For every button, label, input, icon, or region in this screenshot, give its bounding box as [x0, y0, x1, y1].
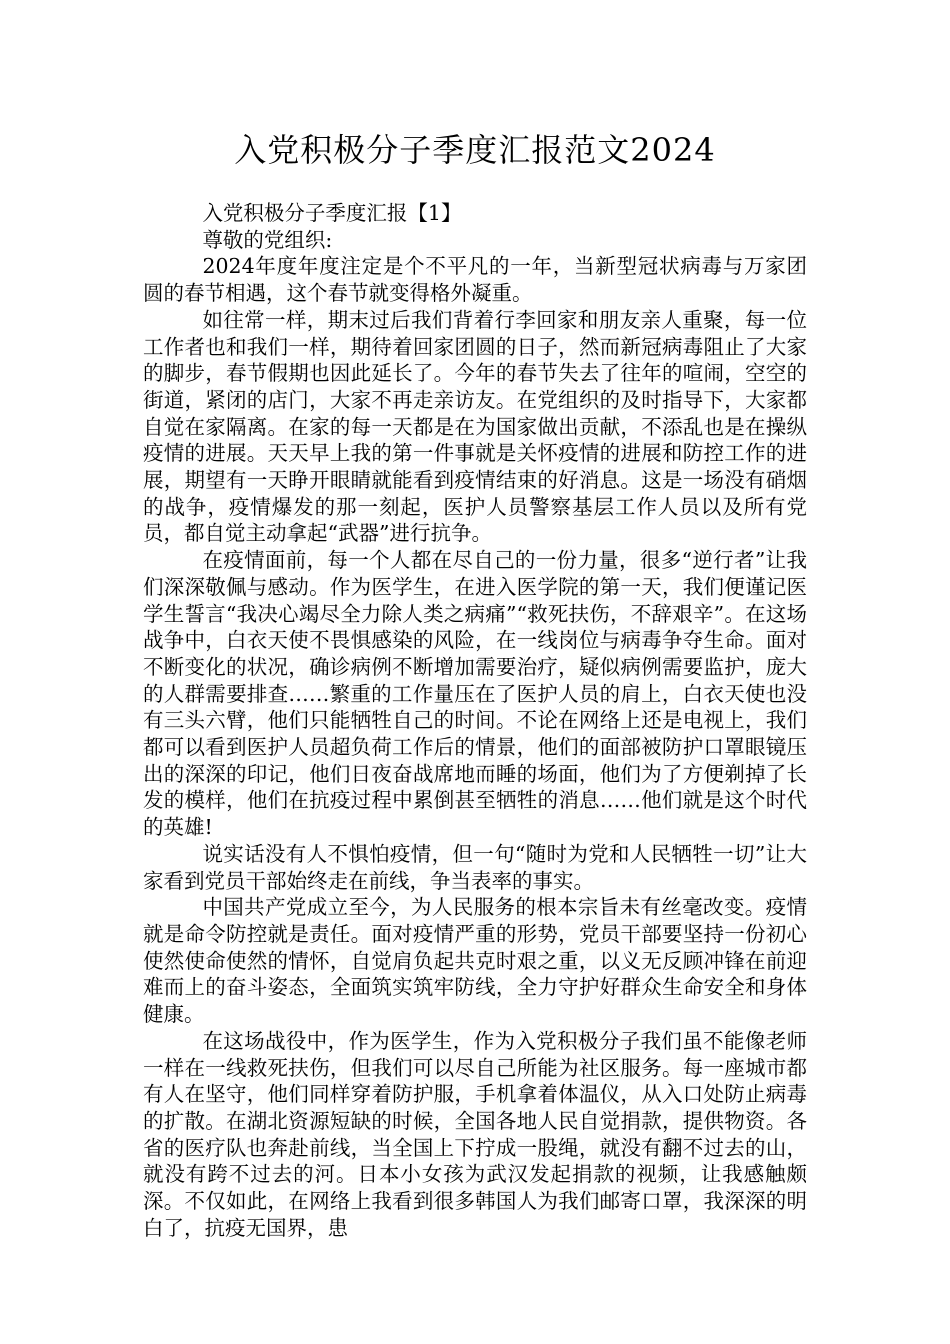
paragraph-3: 在疫情面前，每一个人都在尽自己的一份力量，很多“逆行者”让我们深深敬佩与感动。作为医学生，在进入医学院的第一天，我们便谨记医学生誓言“我决心竭尽全力除人类之病痛”“救死扶伤，不辞艰辛”。在这场战争中，白衣天使不畏惧感染的风险，在一线岗位与病毒争夺生命。面对不断变化的状况，确诊病例不断增加需要治疗，疑似病例需要监护，庞大的人群需要排查……繁重的工作量压在了医护人员的肩上，白衣天使也没有三头六臂，他们只能牺牲自己的时间。不论在网络上还是电视上，我们都可以看到医护人员超负荷工作后的情景，他们的面部被防护口罩眼镜压出的深深的印记，他们日夜奋战席地而睡的场面，他们为了方便剃掉了长发的模样，他们在抗疫过程中累倒甚至牺牲的消息……他们就是这个时代的英雄!: [143, 548, 807, 840]
paragraph-1: 2024年度年度注定是个不平凡的一年，当新型冠状病毒与万家团圆的春节相遇，这个春节就变得格外凝重。: [143, 254, 807, 306]
document-body: [143, 200, 807, 1241]
paragraph-6: 在这场战役中，作为医学生，作为入党积极分子我们虽不能像老师一样在一线救死扶伤，但我们可以尽自己所能为社区服务。每一座城市都有人在坚守，他们同样穿着防护服，手机拿着体温仪，从入口处防止病毒的扩散。在湖北资源短缺的时候，全国各地人民自觉捐款，提供物资。各省的医疗队也奔赴前线，当全国上下拧成一股绳，就没有翻不过去的山，就没有跨不过去的河。日本小女孩为武汉发起捐款的视频，让我感触颇深。不仅如此，在网络上我看到很多韩国人为我们邮寄口罩，我深深的明白了，抗疫无国界，患: [143, 1028, 807, 1240]
section-heading: 入党积极分子季度汇报【1】: [202, 201, 462, 225]
document-title: 入党积极分子季度汇报范文2024: [234, 131, 716, 169]
paragraph-4: 说实话没有人不惧怕疫情，但一句“随时为党和人民牺牲一切”让大家看到党员干部始终走在前线，争当表率的事实。: [143, 841, 807, 893]
salutation: 尊敬的党组织:: [202, 227, 333, 252]
paragraph-5: 中国共产党成立至今，为人民服务的根本宗旨未有丝毫改变。疫情就是命令防控就是责任。面对疫情严重的形势，党员干部要坚持一份初心使然使命使然的情怀，自觉肩负起共克时艰之重，以义无反顾冲锋在前迎难而上的奋斗姿态，全面筑实筑牢防线，全力守护好群众生命安全和身体健康。: [143, 895, 807, 1027]
paragraph-2: 如往常一样，期末过后我们背着行李回家和朋友亲人重聚，每一位工作者也和我们一样，期待着回家团圆的日子，然而新冠病毒阻止了大家的脚步，春节假期也因此延长了。今年的春节失去了往年的喧闹，空空的街道，紧闭的店门，大家不再走亲访友。在党组织的及时指导下，大家都自觉在家隔离。在家的每一天都是在为国家做出贡献，不添乱也是在操纵疫情的进展。天天早上我的第一件事就是关怀疫情的进展和防控工作的进展，期望有一天睁开眼睛就能看到疫情结束的好消息。这是一场没有硝烟的战争，疫情爆发的那一刻起，医护人员警察基层工作人员以及所有党员，都自觉主动拿起“武器”进行抗争。: [143, 307, 807, 546]
